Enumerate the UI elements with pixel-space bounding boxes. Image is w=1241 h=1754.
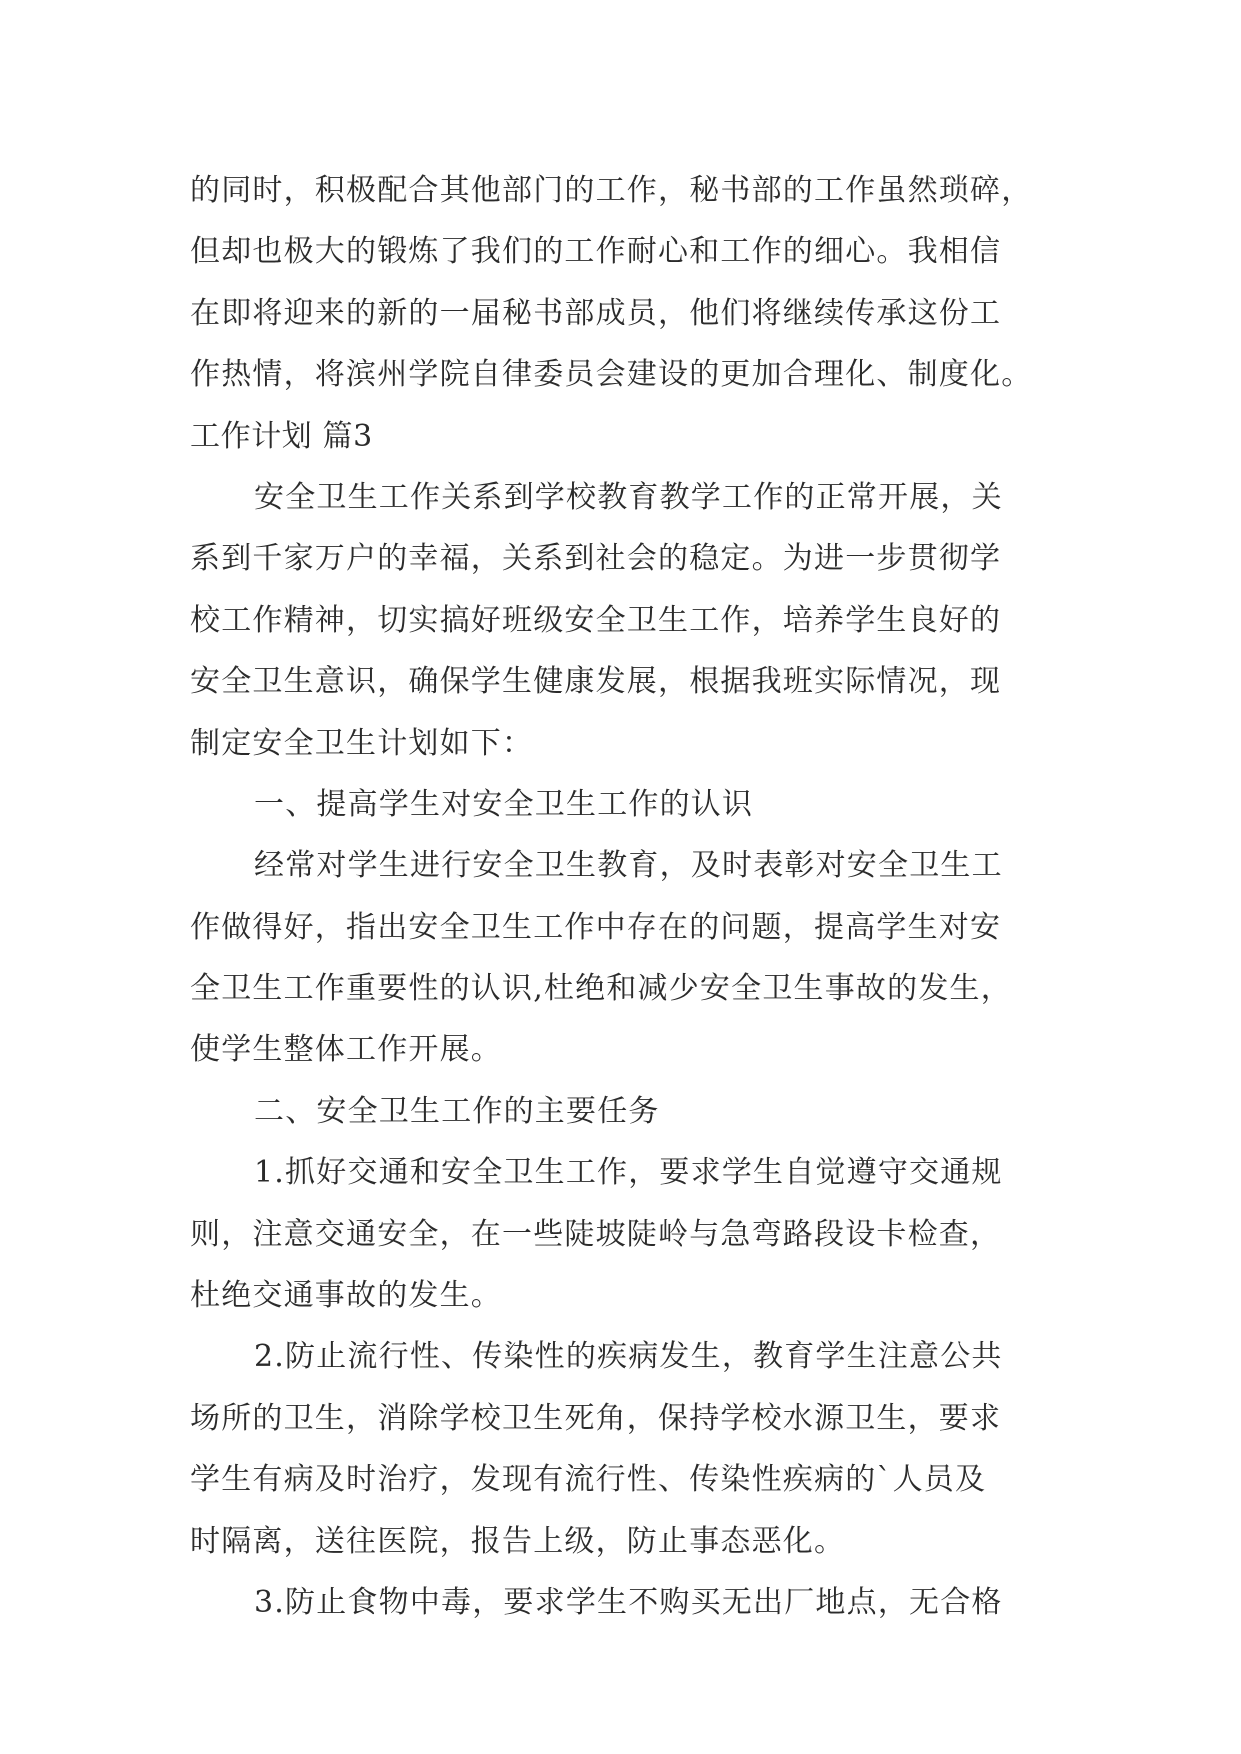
text-line: 2.防止流行性、传染性的疾病发生，教育学生注意公共 <box>254 1339 1003 1375</box>
text-line: 一、提高学生对安全卫生工作的认识 <box>254 786 754 822</box>
text-line: 作热情，将滨州学院自律委员会建设的更加合理化、制度化。 <box>190 357 1033 393</box>
text-line: 制定安全卫生计划如下： <box>190 725 534 761</box>
text-line: 的同时，积极配合其他部门的工作，秘书部的工作虽然琐碎， <box>190 173 1033 208</box>
text-line: 在即将迎来的新的一届秘书部成员，他们将继续传承这份工 <box>190 295 1002 331</box>
text-line: 使学生整体工作开展。 <box>190 1032 502 1068</box>
text-line: 1.抓好交通和安全卫生工作，要求学生自觉遵守交通规 <box>254 1155 1003 1191</box>
text-line: 场所的卫生，消除学校卫生死角，保持学校水源卫生，要求 <box>190 1400 1002 1436</box>
text-line: 时隔离，送往医院，报告上级，防止事态恶化。 <box>190 1523 846 1559</box>
text-line: 系到千家万户的幸福，关系到社会的稳定。为进一步贯彻学 <box>190 541 1002 577</box>
text-line: 安全卫生意识，确保学生健康发展，根据我班实际情况，现 <box>190 664 1002 700</box>
text-line: 杜绝交通事故的发生。 <box>190 1278 502 1314</box>
text-line: 则，注意交通安全，在一些陡坡陡岭与急弯路段设卡检查， <box>190 1216 1002 1252</box>
document-body <box>190 160 1060 1633</box>
text-line: 作做得好，指出安全卫生工作中存在的问题，提高学生对安 <box>190 909 1002 945</box>
text-line: 学生有病及时治疗，发现有流行性、传染性疾病的`人员及 <box>190 1462 987 1498</box>
text-line: 但却也极大的锻炼了我们的工作耐心和工作的细心。我相信 <box>190 234 1002 270</box>
text-line: 校工作精神，切实搞好班级安全卫生工作，培养学生良好的 <box>190 602 1002 638</box>
text-line: 经常对学生进行安全卫生教育，及时表彰对安全卫生工 <box>254 848 1003 884</box>
text-line: 3.防止食物中毒，要求学生不购买无出厂地点，无合格 <box>254 1584 1003 1620</box>
text-line: 全卫生工作重要性的认识,杜绝和减少安全卫生事故的发生， <box>190 971 1012 1007</box>
section-heading: 工作计划 篇3 <box>190 418 373 454</box>
text-line: 安全卫生工作关系到学校教育教学工作的正常开展，关 <box>254 479 1003 515</box>
text-line: 二、安全卫生工作的主要任务 <box>254 1093 660 1129</box>
